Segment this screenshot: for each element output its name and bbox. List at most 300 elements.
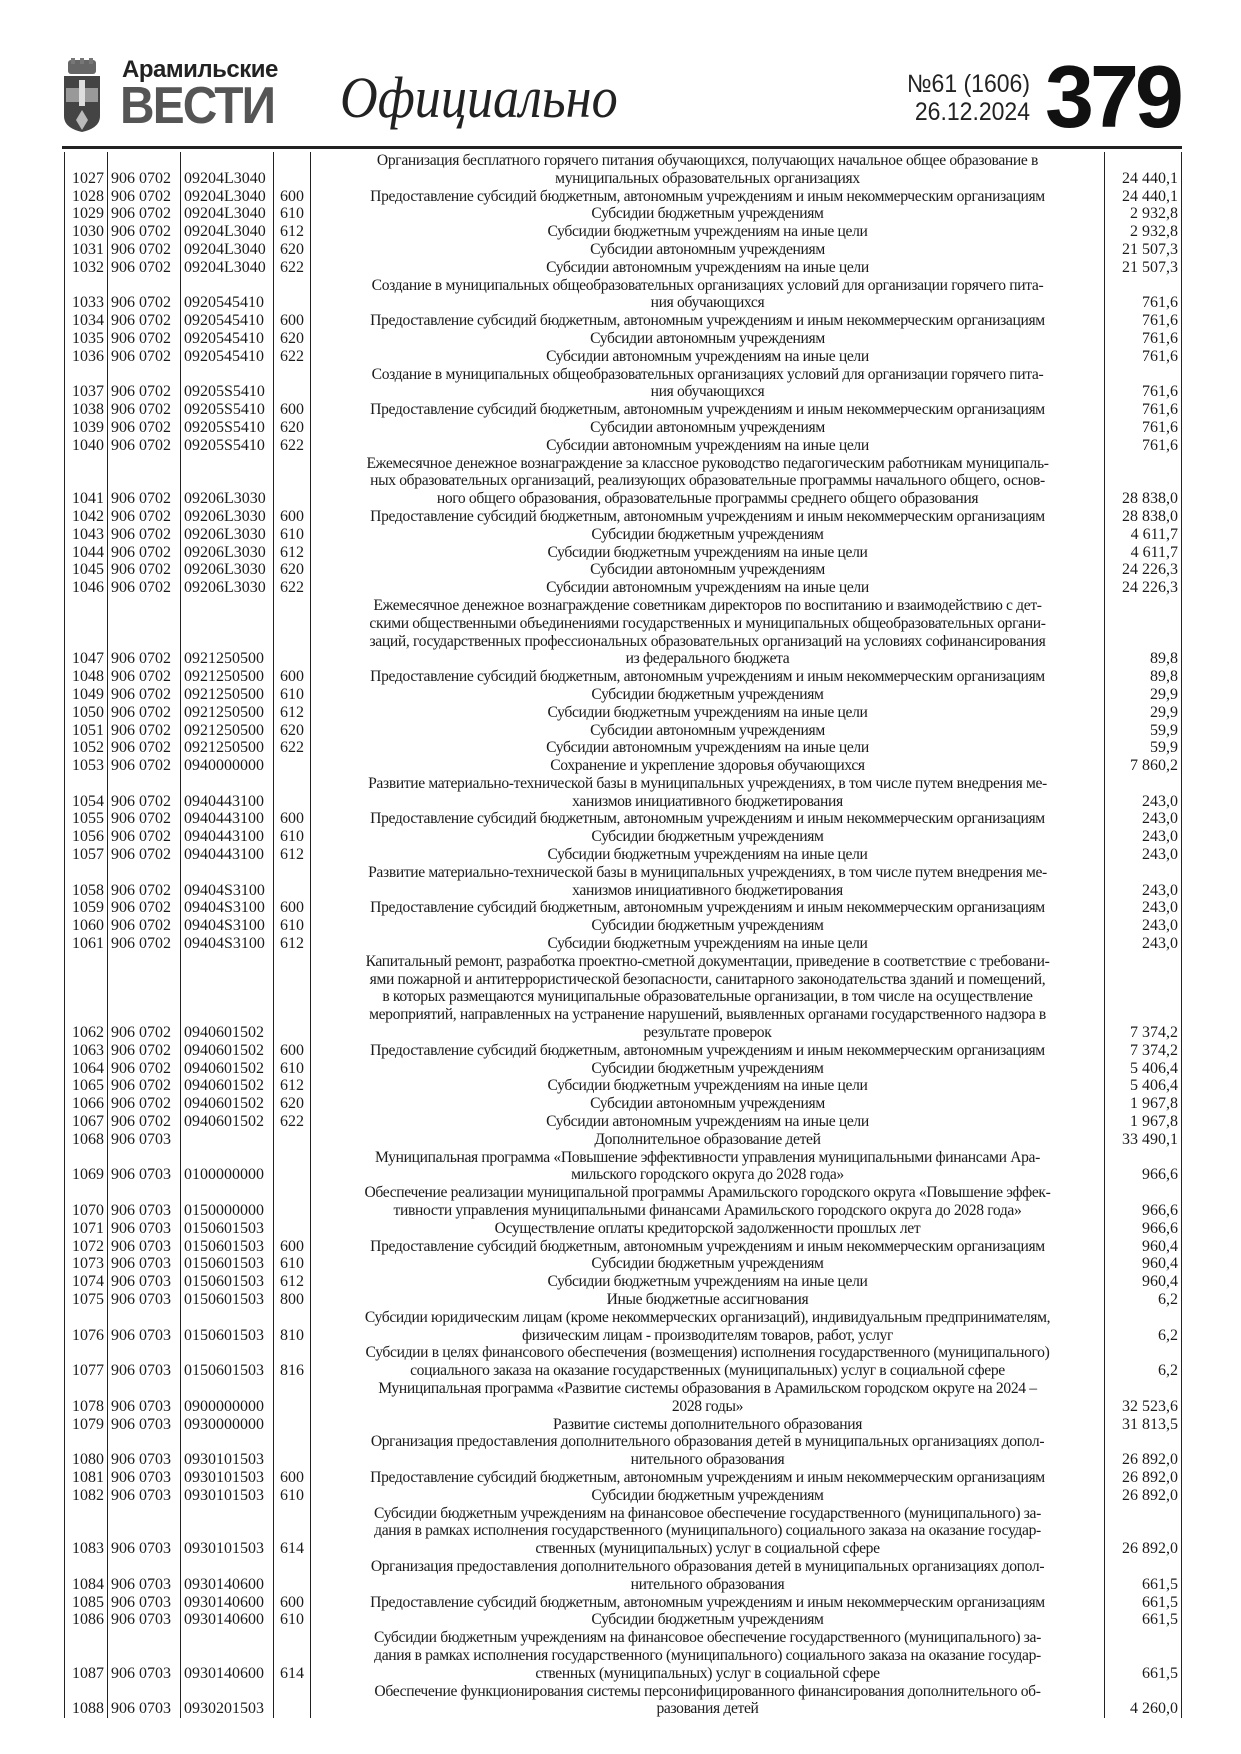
section-code: 0703: [139, 1575, 171, 1593]
dept-section-code: [108, 668, 181, 686]
dept-section-code: [108, 1558, 181, 1594]
section-code: 0703: [139, 1273, 171, 1291]
table-row: [65, 1505, 1182, 1558]
section-code: 0702: [139, 561, 171, 579]
dept-section-code: [108, 917, 181, 935]
table-row: [65, 1149, 1182, 1185]
row-description: Субсидии автономным учреждениям: [311, 330, 1105, 348]
dept-code: 906: [111, 810, 135, 828]
dept-code: 906: [111, 1451, 135, 1469]
dept-section-code: [108, 1487, 181, 1505]
dept-section-code: [108, 1611, 181, 1629]
row-amount: 21 507,3: [1105, 241, 1182, 259]
section-code: 0702: [139, 1024, 171, 1042]
expense-type-code: 600: [274, 401, 311, 419]
row-description: Предоставление субсидий бюджетным, автономным учреждениям и иным некоммерческим организациям: [311, 508, 1105, 526]
expense-type-code: [274, 775, 311, 811]
row-number: 1072: [65, 1238, 108, 1256]
dept-section-code: [108, 1042, 181, 1060]
row-amount: 4 611,7: [1105, 544, 1182, 562]
section-code: 0703: [139, 1611, 171, 1629]
target-article-code: 0920545410: [181, 277, 274, 313]
row-number: 1053: [65, 757, 108, 775]
expense-type-code: 600: [274, 1042, 311, 1060]
row-amount: 1 967,8: [1105, 1113, 1182, 1131]
row-amount: 24 440,1: [1105, 152, 1182, 188]
section-code: 0702: [139, 169, 171, 187]
table-row: [65, 508, 1182, 526]
dept-section-code: [108, 348, 181, 366]
section-code: 0703: [139, 1291, 171, 1308]
row-description: Ежемесячное денежное вознаграждение советникам директоров по воспитанию и взаимодействию с дет- скими общественными объединениями государственных и муниципальных общеобразовательных органи- заций, государственных профессиональных образовательных организаций на условиях софинансирования из федерального бюджета: [311, 597, 1105, 668]
target-article-code: 0921250500: [181, 668, 274, 686]
row-number: 1064: [65, 1060, 108, 1078]
target-article-code: 09205S5410: [181, 401, 274, 419]
dept-section-code: [108, 1273, 181, 1291]
table-row: [65, 722, 1182, 740]
row-number: 1074: [65, 1273, 108, 1291]
row-description: Муниципальная программа «Развитие системы образования в Арамильском городском округе на 2024 – 2028 годы»: [311, 1380, 1105, 1416]
section-code: 0702: [139, 650, 171, 668]
table-row: [65, 668, 1182, 686]
section-code: 0703: [139, 1451, 171, 1469]
target-article-code: 0930000000: [181, 1416, 274, 1434]
expense-type-code: 800: [274, 1291, 311, 1309]
table-row: [65, 223, 1182, 241]
target-article-code: 0920545410: [181, 348, 274, 366]
expense-type-code: 600: [274, 810, 311, 828]
section-code: 0703: [139, 1486, 171, 1504]
row-number: 1076: [65, 1309, 108, 1345]
target-article-code: 0940601502: [181, 1042, 274, 1060]
target-article-code: 0930140600: [181, 1611, 274, 1629]
row-description: Предоставление субсидий бюджетным, автономным учреждениям и иным некоммерческим организациям: [311, 401, 1105, 419]
dept-section-code: [108, 241, 181, 259]
dept-section-code: [108, 1309, 181, 1345]
row-description: Развитие системы дополнительного образования: [311, 1416, 1105, 1434]
target-article-code: [181, 1131, 274, 1149]
target-article-code: 09206L3030: [181, 508, 274, 526]
row-description: Субсидии бюджетным учреждениям на иные цели: [311, 1273, 1105, 1291]
section-code: 0702: [139, 899, 171, 917]
section-code: 0702: [139, 846, 171, 864]
dept-section-code: [108, 757, 181, 775]
row-description: Субсидии автономным учреждениям на иные цели: [311, 348, 1105, 366]
expense-type-code: 620: [274, 1095, 311, 1113]
dept-section-code: [108, 1220, 181, 1238]
row-number: 1046: [65, 579, 108, 597]
target-article-code: 0920545410: [181, 312, 274, 330]
table-row: [65, 953, 1182, 1042]
table-row: [65, 437, 1182, 455]
target-article-code: 09204L3040: [181, 223, 274, 241]
dept-code: 906: [111, 1540, 135, 1558]
section-code: 0703: [139, 1593, 171, 1611]
row-description: Субсидии бюджетным учреждениям: [311, 1487, 1105, 1505]
dept-section-code: [108, 401, 181, 419]
table-row: [65, 330, 1182, 348]
row-description: Субсидии автономным учреждениям на иные цели: [311, 437, 1105, 455]
table-row: [65, 1344, 1182, 1380]
row-amount: 243,0: [1105, 899, 1182, 917]
dept-code: 906: [111, 1166, 135, 1184]
row-amount: 243,0: [1105, 775, 1182, 811]
dept-code: 906: [111, 1095, 135, 1113]
section-code: 0703: [139, 1130, 171, 1148]
table-row: [65, 1131, 1182, 1149]
target-article-code: 09206L3030: [181, 561, 274, 579]
dept-section-code: [108, 526, 181, 544]
row-number: 1056: [65, 828, 108, 846]
row-description: Обеспечение функционирования системы персонифицированного финансирования дополнительного об- разования детей: [311, 1683, 1105, 1719]
expense-type-code: 610: [274, 917, 311, 935]
expense-type-code: [274, 366, 311, 402]
expense-type-code: [274, 1184, 311, 1220]
expense-type-code: 610: [274, 205, 311, 223]
row-amount: 243,0: [1105, 917, 1182, 935]
target-article-code: 09205S5410: [181, 366, 274, 402]
table-row: [65, 526, 1182, 544]
table-row: [65, 419, 1182, 437]
target-article-code: 0150601503: [181, 1344, 274, 1380]
row-number: 1085: [65, 1594, 108, 1612]
expense-type-code: 622: [274, 259, 311, 277]
dept-section-code: [108, 366, 181, 402]
row-amount: 761,6: [1105, 277, 1182, 313]
dept-section-code: [108, 686, 181, 704]
dept-section-code: [108, 1149, 181, 1185]
section-code: 0703: [139, 1362, 171, 1380]
expense-type-code: 600: [274, 508, 311, 526]
row-description: Иные бюджетные ассигнования: [311, 1291, 1105, 1309]
row-amount: 33 490,1: [1105, 1131, 1182, 1149]
expense-type-code: 816: [274, 1344, 311, 1380]
section-code: 0702: [139, 935, 171, 953]
section-code: 0703: [139, 1219, 171, 1237]
expense-type-code: 622: [274, 579, 311, 597]
dept-section-code: [108, 205, 181, 223]
row-number: 1080: [65, 1433, 108, 1469]
section-code: 0702: [139, 347, 171, 365]
row-number: 1062: [65, 953, 108, 1042]
target-article-code: 09204L3040: [181, 152, 274, 188]
target-article-code: 09205S5410: [181, 437, 274, 455]
row-number: 1066: [65, 1095, 108, 1113]
expense-type-code: [274, 597, 311, 668]
dept-code: 906: [111, 935, 135, 953]
target-article-code: 0150601503: [181, 1291, 274, 1309]
row-number: 1047: [65, 597, 108, 668]
expense-type-code: 620: [274, 241, 311, 259]
dept-code: 906: [111, 703, 135, 721]
row-amount: 24 226,3: [1105, 561, 1182, 579]
dept-section-code: [108, 1469, 181, 1487]
expense-type-code: 620: [274, 561, 311, 579]
row-number: 1073: [65, 1255, 108, 1273]
section-code: 0703: [139, 1255, 171, 1273]
expense-type-code: [274, 455, 311, 508]
table-row: [65, 917, 1182, 935]
section-code: 0702: [139, 525, 171, 543]
dept-code: 906: [111, 418, 135, 436]
row-number: 1065: [65, 1077, 108, 1095]
table-row: [65, 899, 1182, 917]
row-amount: 29,9: [1105, 704, 1182, 722]
table-row: [65, 1255, 1182, 1273]
row-amount: 243,0: [1105, 864, 1182, 900]
target-article-code: 0940443100: [181, 846, 274, 864]
table-row: [65, 1433, 1182, 1469]
dept-section-code: [108, 1184, 181, 1220]
expense-type-code: [274, 1380, 311, 1416]
row-description: Субсидии бюджетным учреждениям: [311, 828, 1105, 846]
target-article-code: 0150601503: [181, 1309, 274, 1345]
row-description: Субсидии бюджетным учреждениям на иные цели: [311, 935, 1105, 953]
row-description: Организация предоставления дополнительного образования детей в муниципальных организациях допол- нительного образования: [311, 1558, 1105, 1594]
dept-code: 906: [111, 1059, 135, 1077]
target-article-code: 0940443100: [181, 828, 274, 846]
row-number: 1039: [65, 419, 108, 437]
target-article-code: 0921250500: [181, 597, 274, 668]
dept-section-code: [108, 1131, 181, 1149]
dept-section-code: [108, 704, 181, 722]
row-description: Субсидии автономным учреждениям: [311, 419, 1105, 437]
table-row: [65, 401, 1182, 419]
section-code: 0702: [139, 1041, 171, 1059]
dept-section-code: [108, 722, 181, 740]
row-description: Субсидии автономным учреждениям: [311, 241, 1105, 259]
section-code: 0702: [139, 401, 171, 419]
target-article-code: 09204L3040: [181, 188, 274, 206]
section-code: 0702: [139, 187, 171, 205]
dept-code: 906: [111, 1611, 135, 1629]
dept-section-code: [108, 1594, 181, 1612]
dept-code: 906: [111, 1326, 135, 1344]
expense-type-code: 610: [274, 828, 311, 846]
row-amount: 966,6: [1105, 1220, 1182, 1238]
expense-type-code: [274, 1683, 311, 1719]
dept-section-code: [108, 810, 181, 828]
row-number: 1067: [65, 1113, 108, 1131]
section-code: 0703: [139, 1326, 171, 1344]
dept-code: 906: [111, 685, 135, 703]
row-description: Организация бесплатного горячего питания обучающихся, получающих начальное общее образование в муниципальных образовательных организациях: [311, 152, 1105, 188]
section-code: 0702: [139, 792, 171, 810]
table-row: [65, 1469, 1182, 1487]
row-amount: 960,4: [1105, 1238, 1182, 1256]
expense-type-code: 612: [274, 935, 311, 953]
table-row: [65, 348, 1182, 366]
section-code: 0702: [139, 757, 171, 775]
row-amount: 966,6: [1105, 1149, 1182, 1185]
table-row: [65, 544, 1182, 562]
dept-code: 906: [111, 1255, 135, 1273]
dept-section-code: [108, 437, 181, 455]
dept-code: 906: [111, 1202, 135, 1220]
dept-code: 906: [111, 668, 135, 686]
row-amount: 966,6: [1105, 1184, 1182, 1220]
section-code: 0703: [139, 1237, 171, 1255]
table-row: [65, 686, 1182, 704]
row-description: Субсидии бюджетным учреждениям: [311, 526, 1105, 544]
row-number: 1051: [65, 722, 108, 740]
table-row: [65, 366, 1182, 402]
table-row: [65, 846, 1182, 864]
section-code: 0702: [139, 1077, 171, 1095]
section-code: 0702: [139, 685, 171, 703]
target-article-code: 0921250500: [181, 739, 274, 757]
table-row: [65, 1220, 1182, 1238]
dept-code: 906: [111, 525, 135, 543]
expense-type-code: 620: [274, 330, 311, 348]
row-number: 1032: [65, 259, 108, 277]
dept-section-code: [108, 1380, 181, 1416]
expense-type-code: 610: [274, 1060, 311, 1078]
page-number: 379: [1045, 47, 1180, 146]
row-number: 1078: [65, 1380, 108, 1416]
dept-section-code: [108, 1113, 181, 1131]
expense-type-code: [274, 1416, 311, 1434]
row-amount: 2 932,8: [1105, 205, 1182, 223]
dept-code: 906: [111, 223, 135, 241]
row-description: Субсидии бюджетным учреждениям на иные цели: [311, 544, 1105, 562]
table-row: [65, 1594, 1182, 1612]
row-description: Субсидии бюджетным учреждениям на иные цели: [311, 846, 1105, 864]
dept-section-code: [108, 953, 181, 1042]
row-amount: 26 892,0: [1105, 1487, 1182, 1505]
table-row: [65, 1273, 1182, 1291]
row-amount: 26 892,0: [1105, 1505, 1182, 1558]
expense-type-code: [274, 1131, 311, 1149]
section-code: 0702: [139, 294, 171, 312]
row-number: 1035: [65, 330, 108, 348]
row-number: 1086: [65, 1611, 108, 1629]
dept-code: 906: [111, 436, 135, 454]
row-amount: 661,5: [1105, 1611, 1182, 1629]
row-amount: 89,8: [1105, 668, 1182, 686]
target-article-code: 09204L3040: [181, 205, 274, 223]
row-amount: 243,0: [1105, 828, 1182, 846]
section-code: 0703: [139, 1397, 171, 1415]
dept-section-code: [108, 455, 181, 508]
dept-section-code: [108, 330, 181, 348]
table-row: [65, 1060, 1182, 1078]
expense-type-code: 612: [274, 223, 311, 241]
expense-type-code: [274, 864, 311, 900]
target-article-code: 09206L3030: [181, 579, 274, 597]
row-description: Субсидии в целях финансового обеспечения (возмещения) исполнения государственного (муниципального) социального заказа на оказание государственных (муниципальных) услуг в социальной сфере: [311, 1344, 1105, 1380]
section-code: 0702: [139, 1059, 171, 1077]
row-amount: 761,6: [1105, 437, 1182, 455]
section-code: 0702: [139, 917, 171, 935]
row-amount: 761,6: [1105, 312, 1182, 330]
row-amount: 6,2: [1105, 1344, 1182, 1380]
table-row: [65, 810, 1182, 828]
row-description: Субсидии автономным учреждениям: [311, 1095, 1105, 1113]
dept-section-code: [108, 312, 181, 330]
row-description: Субсидии юридическим лицам (кроме некоммерческих организаций), индивидуальным предпринимателям, физическим лицам - производителям товаров, работ, услуг: [311, 1309, 1105, 1345]
dept-code: 906: [111, 1113, 135, 1131]
expense-type-code: 610: [274, 1487, 311, 1505]
expense-type-code: 620: [274, 419, 311, 437]
target-article-code: 09206L3030: [181, 526, 274, 544]
target-article-code: 09205S5410: [181, 419, 274, 437]
row-number: 1060: [65, 917, 108, 935]
dept-code: 906: [111, 1593, 135, 1611]
target-article-code: 0930140600: [181, 1594, 274, 1612]
table-row: [65, 259, 1182, 277]
dept-section-code: [108, 1505, 181, 1558]
expense-type-code: 600: [274, 1594, 311, 1612]
table-row: [65, 597, 1182, 668]
expense-type-code: 810: [274, 1309, 311, 1345]
dept-code: 906: [111, 294, 135, 312]
dept-code: 906: [111, 846, 135, 864]
row-number: 1036: [65, 348, 108, 366]
dept-code: 906: [111, 543, 135, 561]
section-code: 0702: [139, 543, 171, 561]
target-article-code: 0900000000: [181, 1380, 274, 1416]
target-article-code: 0921250500: [181, 686, 274, 704]
target-article-code: 0920545410: [181, 330, 274, 348]
target-article-code: 0930201503: [181, 1683, 274, 1719]
expense-type-code: [274, 757, 311, 775]
row-description: Предоставление субсидий бюджетным, автономным учреждениям и иным некоммерческим организациям: [311, 1238, 1105, 1256]
row-amount: 7 374,2: [1105, 1042, 1182, 1060]
row-amount: 243,0: [1105, 935, 1182, 953]
row-description: Предоставление субсидий бюджетным, автономным учреждениям и иным некоммерческим организациям: [311, 1594, 1105, 1612]
table-row: [65, 1683, 1182, 1719]
target-article-code: 0930101503: [181, 1505, 274, 1558]
row-number: 1027: [65, 152, 108, 188]
table-row: [65, 1380, 1182, 1416]
row-description: Субсидии бюджетным учреждениям: [311, 1255, 1105, 1273]
target-article-code: 0930140600: [181, 1558, 274, 1594]
target-article-code: 0930101503: [181, 1469, 274, 1487]
section-code: 0703: [139, 1468, 171, 1486]
section-code: 0702: [139, 579, 171, 597]
section-code: 0702: [139, 810, 171, 828]
expense-type-code: 612: [274, 1273, 311, 1291]
target-article-code: 09404S3100: [181, 917, 274, 935]
dept-code: 906: [111, 401, 135, 419]
dept-code: 906: [111, 739, 135, 757]
dept-code: 906: [111, 917, 135, 935]
section-code: 0702: [139, 703, 171, 721]
table-row: [65, 1487, 1182, 1505]
dept-code: 906: [111, 792, 135, 810]
table-row: [65, 1416, 1182, 1434]
table-row: [65, 1077, 1182, 1095]
dept-section-code: [108, 1255, 181, 1273]
header-divider: [62, 146, 1182, 149]
dept-code: 906: [111, 1486, 135, 1504]
row-description: Осуществление оплаты кредиторской задолженности прошлых лет: [311, 1220, 1105, 1238]
row-number: 1054: [65, 775, 108, 811]
dept-section-code: [108, 259, 181, 277]
target-article-code: 09404S3100: [181, 899, 274, 917]
dept-code: 906: [111, 187, 135, 205]
section-code: 0703: [139, 1166, 171, 1184]
row-number: 1050: [65, 704, 108, 722]
table-row: [65, 1611, 1182, 1629]
target-article-code: 0940601502: [181, 1095, 274, 1113]
dept-code: 906: [111, 757, 135, 775]
dept-section-code: [108, 579, 181, 597]
row-number: 1071: [65, 1220, 108, 1238]
row-description: Субсидии автономным учреждениям на иные цели: [311, 739, 1105, 757]
expense-type-code: [274, 152, 311, 188]
